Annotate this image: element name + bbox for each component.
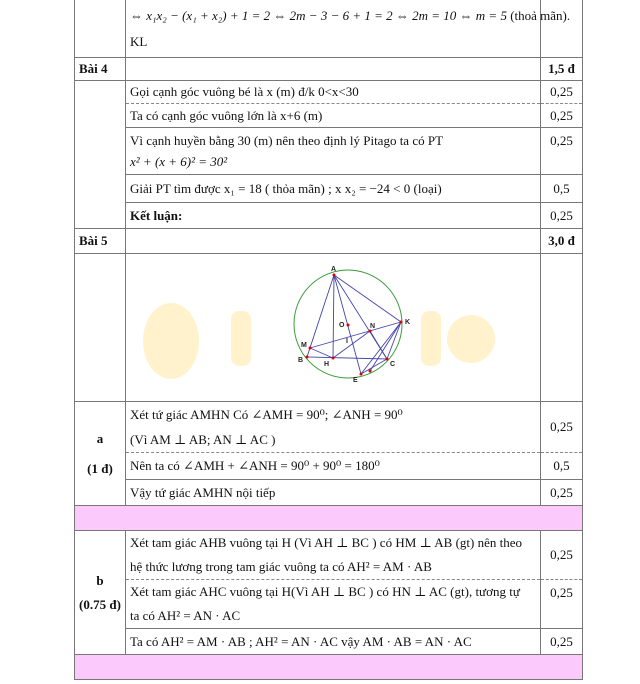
problem-label: Bài 5 xyxy=(75,229,126,254)
answer-table xyxy=(74,0,583,680)
step-text: Giải PT tìm được x₁ = 18 ( thỏa mãn) ; x x₂ = −24 < 0 (loại) xyxy=(126,175,541,203)
step-text: Kết luận: xyxy=(126,203,541,229)
step-text: (Vì AM ⊥ AB; AN ⊥ AC ) xyxy=(130,432,276,447)
table-row xyxy=(75,0,583,58)
table-row xyxy=(75,629,583,655)
table-row xyxy=(75,580,583,629)
step-text: Nên ta có ∠AMH + ∠ANH = 90⁰ + 90⁰ = 180⁰ xyxy=(126,453,541,480)
point-label: C xyxy=(390,361,396,368)
step-score: 0,25 xyxy=(541,203,583,229)
step-score: 0,25 xyxy=(541,402,583,453)
table-row xyxy=(75,58,583,81)
part-points: (0.75 đ) xyxy=(79,596,121,612)
point-label: N xyxy=(370,323,376,330)
step-text: Gọi cạnh góc vuông bé là x (m) đ/k 0<x<30 xyxy=(126,81,541,104)
part-label: b xyxy=(96,572,104,588)
problem-label: Bài 4 xyxy=(75,58,126,81)
step-score: 0,25 xyxy=(541,104,583,128)
table-row xyxy=(75,175,583,203)
step-score: 0,5 xyxy=(541,453,583,480)
point-label: I xyxy=(346,338,348,345)
table-row xyxy=(75,203,583,229)
table-row xyxy=(75,128,583,175)
watermark-mascot xyxy=(143,303,199,379)
point-label: A xyxy=(331,266,337,273)
problem-points: 1,5 đ xyxy=(541,58,583,81)
step-score: 0,25 xyxy=(541,580,583,629)
point-label: H xyxy=(324,361,330,368)
step-score: 0,25 xyxy=(541,81,583,104)
table-row xyxy=(75,453,583,480)
step-text: hệ thức lương trong tam giác vuông ta có AH² = AM · AB xyxy=(130,559,432,574)
part-label: a xyxy=(96,430,104,446)
step-score: 0,5 xyxy=(541,175,583,203)
separator-row xyxy=(75,655,583,680)
table-row xyxy=(75,480,583,506)
conclusion: KL xyxy=(130,33,148,49)
formula: ⇔ x₁x₂ − (x₁ + x₂) + 1 = 2 ⇔ 2m − 3 − 6 + 1 = 2 ⇔ 2m = 10 ⇔ m = 5 xyxy=(130,7,507,23)
figure-row xyxy=(75,254,583,402)
step-text: Ta có AH² = AM · AB ; AH² = AN · AC vậy AM · AB = AN · AC xyxy=(126,629,541,655)
step-score: 0,25 xyxy=(541,531,583,580)
separator-row xyxy=(75,506,583,531)
table-row xyxy=(75,81,583,104)
point-label: K xyxy=(405,319,411,326)
step-text: Ta có cạnh góc vuông lớn là x+6 (m) xyxy=(126,104,541,128)
point-label: M xyxy=(301,342,307,349)
point-label: B xyxy=(298,357,304,364)
formula: x² + (x + 6)² = 30² xyxy=(130,154,228,169)
step-score: 0,25 xyxy=(541,480,583,506)
step-text: Vậy tứ giác AMHN nội tiếp xyxy=(126,480,541,506)
step-text: Xét tam giác AHB vuông tại H (Vì AH ⊥ BC ) có HM ⊥ AB (gt) nên theo xyxy=(130,535,523,550)
step-score: 0,25 xyxy=(541,128,583,175)
step-score: 0,25 xyxy=(541,629,583,655)
part-points: (1 đ) xyxy=(87,460,113,476)
problem-points: 3,0 đ xyxy=(541,229,583,254)
point-label: O xyxy=(339,322,345,329)
step-text: Xét tứ giác AMHN Có ∠AMH = 90⁰; ∠ANH = 90⁰ xyxy=(130,407,403,422)
table-row xyxy=(75,104,583,128)
table-row xyxy=(75,531,583,580)
table-row xyxy=(75,402,583,453)
step-text: ta có AH² = AN · AC xyxy=(130,608,241,623)
table-row xyxy=(75,229,583,254)
geometry-figure-cell xyxy=(126,254,541,402)
watermark-logo xyxy=(143,303,495,379)
point-label: E xyxy=(353,377,358,384)
step-text: Vì cạnh huyền bằng 30 (m) nên theo định lý Pitago ta có PT xyxy=(130,133,444,148)
solution-cell: ⇔ x₁x₂ − (x₁ + x₂) + 1 = 2 ⇔ 2m − 3 − 6 + 1 = 2 ⇔ 2m = 10 ⇔ m = 5 (thoả mãn). KL xyxy=(126,0,541,58)
step-text: Xét tam giác AHC vuông tại H(Vì AH ⊥ BC ) có HN ⊥ AC (gt), tương tự xyxy=(130,584,520,599)
geometry-figure xyxy=(126,254,541,401)
